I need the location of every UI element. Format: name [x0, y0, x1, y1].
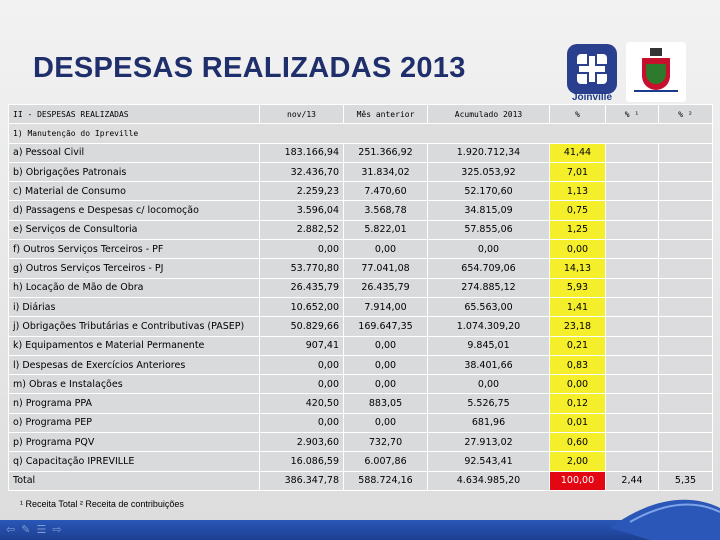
row-prev: 0,00: [344, 355, 428, 374]
row-pct: 0,00: [550, 240, 606, 259]
table-row: [9, 278, 713, 297]
row-nov: 2.903,60: [260, 433, 344, 452]
total-pct1: 2,44: [606, 471, 659, 490]
row-pct2: [659, 297, 713, 316]
row-pct: 7,01: [550, 162, 606, 181]
header-label: II - DESPESAS REALIZADAS: [9, 105, 260, 124]
slide-nav: [6, 524, 62, 536]
row-label: b) Obrigações Patronais: [9, 162, 260, 181]
prev-arrow-icon[interactable]: ⇦: [6, 523, 16, 536]
row-label: d) Passagens e Despesas c/ locomoção: [9, 201, 260, 220]
row-label: j) Obrigações Tributárias e Contributivas (PASEP): [9, 317, 260, 336]
footnote: ¹ Receita Total ² Receita de contribuições: [20, 499, 184, 509]
row-label: l) Despesas de Exercícios Anteriores: [9, 355, 260, 374]
row-label: a) Pessoal Civil: [9, 143, 260, 162]
row-prev: 0,00: [344, 240, 428, 259]
row-pct: 1,41: [550, 297, 606, 316]
row-acc: 0,00: [428, 375, 550, 394]
table-row: [9, 240, 713, 259]
total-row: [9, 471, 713, 490]
total-acc: 4.634.985,20: [428, 471, 550, 490]
section-label: 1) Manutenção do Ipreville: [9, 124, 713, 143]
row-pct: 0,83: [550, 355, 606, 374]
row-prev: 7.914,00: [344, 297, 428, 316]
row-pct: 2,00: [550, 452, 606, 471]
page-title: DESPESAS REALIZADAS 2013: [33, 52, 466, 84]
row-prev: 251.366,92: [344, 143, 428, 162]
row-pct2: [659, 452, 713, 471]
row-pct: 5,93: [550, 278, 606, 297]
row-nov: 2.882,52: [260, 220, 344, 239]
row-acc: 27.913,02: [428, 433, 550, 452]
row-pct2: [659, 355, 713, 374]
row-label: q) Capacitação IPREVILLE: [9, 452, 260, 471]
row-prev: 0,00: [344, 375, 428, 394]
total-pct: 100,00: [550, 471, 606, 490]
row-pct: 23,18: [550, 317, 606, 336]
table-row: [9, 220, 713, 239]
row-pct2: [659, 220, 713, 239]
row-acc: 52.170,60: [428, 182, 550, 201]
row-acc: 57.855,06: [428, 220, 550, 239]
row-prev: 883,05: [344, 394, 428, 413]
row-prev: 169.647,35: [344, 317, 428, 336]
row-nov: 0,00: [260, 375, 344, 394]
row-pct2: [659, 143, 713, 162]
row-acc: 38.401,66: [428, 355, 550, 374]
row-prev: 31.834,02: [344, 162, 428, 181]
row-pct1: [606, 240, 659, 259]
row-pct1: [606, 317, 659, 336]
row-pct2: [659, 375, 713, 394]
row-nov: 10.652,00: [260, 297, 344, 316]
row-prev: 77.041,08: [344, 259, 428, 278]
total-nov: 386.347,78: [260, 471, 344, 490]
table-row: [9, 259, 713, 278]
row-prev: 6.007,86: [344, 452, 428, 471]
row-label: g) Outros Serviços Terceiros - PJ: [9, 259, 260, 278]
header-col-pct2: % ²: [659, 105, 713, 124]
row-pct1: [606, 162, 659, 181]
row-pct2: [659, 182, 713, 201]
row-pct2: [659, 413, 713, 432]
table-row: [9, 297, 713, 316]
header-col-pct: %: [550, 105, 606, 124]
row-label: o) Programa PEP: [9, 413, 260, 432]
row-nov: 0,00: [260, 355, 344, 374]
row-pct2: [659, 278, 713, 297]
table-row: [9, 413, 713, 432]
row-pct1: [606, 182, 659, 201]
row-pct1: [606, 143, 659, 162]
row-pct1: [606, 375, 659, 394]
row-pct1: [606, 336, 659, 355]
row-pct1: [606, 201, 659, 220]
table-row: [9, 182, 713, 201]
row-pct2: [659, 240, 713, 259]
row-pct: 1,13: [550, 182, 606, 201]
row-pct: 14,13: [550, 259, 606, 278]
row-acc: 5.526,75: [428, 394, 550, 413]
row-pct2: [659, 162, 713, 181]
row-nov: 420,50: [260, 394, 344, 413]
row-pct1: [606, 297, 659, 316]
row-nov: 0,00: [260, 413, 344, 432]
table-row: [9, 162, 713, 181]
row-nov: 0,00: [260, 240, 344, 259]
table-row: [9, 355, 713, 374]
row-acc: 9.845,01: [428, 336, 550, 355]
table-row: [9, 143, 713, 162]
table-row: [9, 394, 713, 413]
row-prev: 5.822,01: [344, 220, 428, 239]
table-row: [9, 375, 713, 394]
row-pct: 0,60: [550, 433, 606, 452]
row-nov: 3.596,04: [260, 201, 344, 220]
logo-text: Joinville: [571, 92, 612, 103]
decorative-swoosh-icon: [610, 488, 720, 540]
row-prev: 0,00: [344, 413, 428, 432]
row-label: f) Outros Serviços Terceiros - PF: [9, 240, 260, 259]
row-nov: 16.086,59: [260, 452, 344, 471]
row-pct: 0,01: [550, 413, 606, 432]
row-pct1: [606, 220, 659, 239]
row-nov: 2.259,23: [260, 182, 344, 201]
row-nov: 183.166,94: [260, 143, 344, 162]
row-pct1: [606, 452, 659, 471]
row-pct2: [659, 394, 713, 413]
row-pct1: [606, 278, 659, 297]
row-pct: 0,21: [550, 336, 606, 355]
row-nov: 53.770,80: [260, 259, 344, 278]
row-acc: 654.709,06: [428, 259, 550, 278]
table-row: [9, 336, 713, 355]
table-row: [9, 433, 713, 452]
total-pct2: 5,35: [659, 471, 713, 490]
row-pct2: [659, 336, 713, 355]
row-pct1: [606, 259, 659, 278]
total-prev: 588.724,16: [344, 471, 428, 490]
row-pct1: [606, 433, 659, 452]
row-acc: 1.074.309,20: [428, 317, 550, 336]
row-nov: 32.436,70: [260, 162, 344, 181]
row-acc: 1.920.712,34: [428, 143, 550, 162]
row-nov: 907,41: [260, 336, 344, 355]
table-row: [9, 452, 713, 471]
row-acc: 92.543,41: [428, 452, 550, 471]
row-acc: 325.053,92: [428, 162, 550, 181]
header-col-pct1: % ¹: [606, 105, 659, 124]
row-pct1: [606, 394, 659, 413]
row-acc: 0,00: [428, 240, 550, 259]
pen-icon[interactable]: ✎: [21, 523, 31, 536]
row-pct2: [659, 317, 713, 336]
row-label: p) Programa PQV: [9, 433, 260, 452]
row-nov: 26.435,79: [260, 278, 344, 297]
table-header-row: [9, 105, 713, 124]
row-pct: 41,44: [550, 143, 606, 162]
row-pct2: [659, 259, 713, 278]
row-label: e) Serviços de Consultoria: [9, 220, 260, 239]
row-prev: 26.435,79: [344, 278, 428, 297]
row-prev: 3.568,78: [344, 201, 428, 220]
row-label: k) Equipamentos e Material Permanente: [9, 336, 260, 355]
row-pct: 0,12: [550, 394, 606, 413]
row-prev: 0,00: [344, 336, 428, 355]
row-pct1: [606, 413, 659, 432]
row-pct1: [606, 355, 659, 374]
table-row: [9, 201, 713, 220]
table-row: [9, 317, 713, 336]
row-pct2: [659, 201, 713, 220]
section-row: [9, 124, 713, 143]
row-prev: 7.470,60: [344, 182, 428, 201]
row-pct: 0,00: [550, 375, 606, 394]
row-label: c) Material de Consumo: [9, 182, 260, 201]
row-acc: 65.563,00: [428, 297, 550, 316]
row-acc: 34.815,09: [428, 201, 550, 220]
row-label: m) Obras e Instalações: [9, 375, 260, 394]
row-label: n) Programa PPA: [9, 394, 260, 413]
total-label: Total: [9, 471, 260, 490]
row-acc: 274.885,12: [428, 278, 550, 297]
row-label: i) Diárias: [9, 297, 260, 316]
row-prev: 732,70: [344, 433, 428, 452]
prefeitura-joinville-logo-icon: [626, 42, 686, 102]
expenses-table: [8, 104, 713, 491]
header-col-acc: Acumulado 2013: [428, 105, 550, 124]
row-pct: 1,25: [550, 220, 606, 239]
row-pct: 0,75: [550, 201, 606, 220]
next-arrow-icon[interactable]: ⇨: [52, 523, 62, 536]
row-nov: 50.829,66: [260, 317, 344, 336]
row-pct2: [659, 433, 713, 452]
header-col-nov: nov/13: [260, 105, 344, 124]
row-acc: 681,96: [428, 413, 550, 432]
header-col-prev: Mês anterior: [344, 105, 428, 124]
menu-icon[interactable]: ☰: [36, 523, 47, 536]
row-label: h) Locação de Mão de Obra: [9, 278, 260, 297]
